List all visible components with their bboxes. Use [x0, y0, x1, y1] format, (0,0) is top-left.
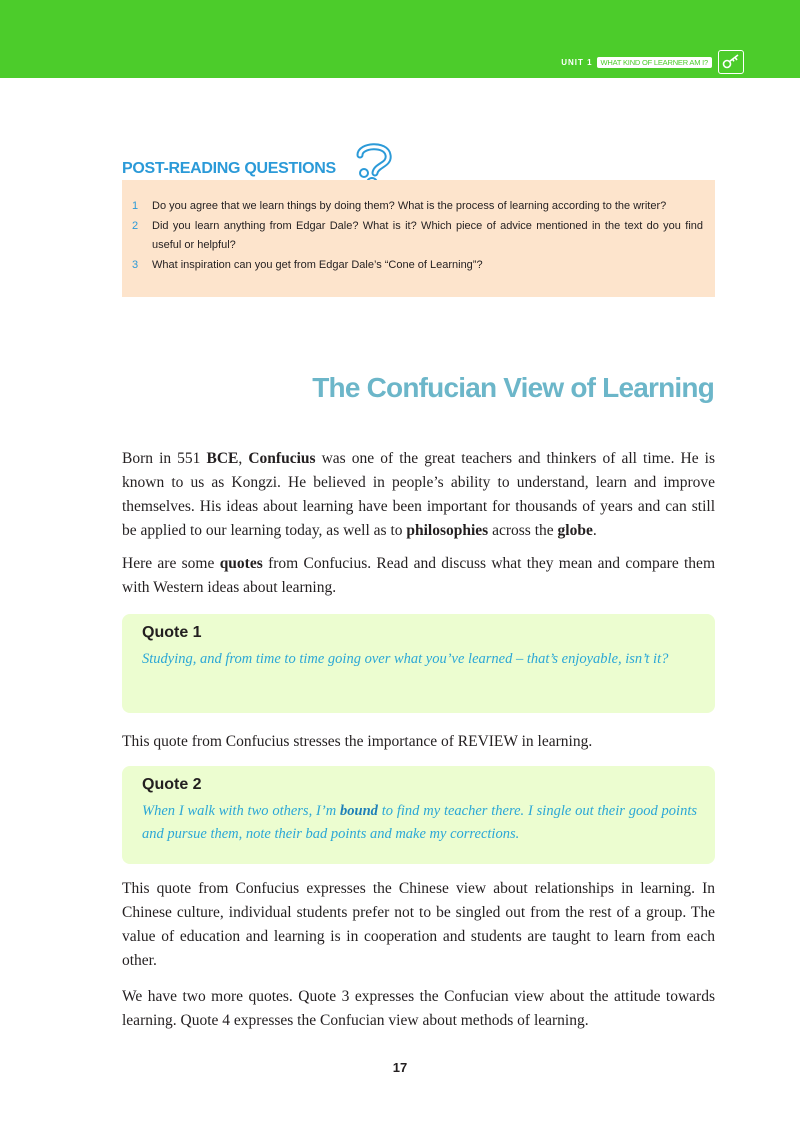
key-icon — [718, 50, 744, 74]
quote-title: Quote 2 — [142, 776, 202, 793]
quote-title: Quote 1 — [142, 624, 202, 641]
quote-text: Studying, and from time to time going over what you’ve learned – that’s enjoyable, isn’t it? — [142, 651, 669, 667]
post-reading-questions — [122, 180, 715, 297]
list-item: 2 Did you learn anything from Edgar Dale? What is it? Which piece of advice mentioned in the text do you find useful or helpful? — [132, 219, 703, 251]
quote-box-1 — [122, 614, 715, 713]
quote-box-2 — [122, 766, 715, 864]
list-item: 3 What inspiration can you get from Edgar Dale’s “Cone of Learning”? — [132, 258, 483, 271]
list-item: 1 Do you agree that we learn things by doing them? What is the process of learning according to the writer? — [132, 200, 667, 212]
unit-label: UNIT 1 — [561, 57, 593, 67]
quote-text: When I walk with two others, I’m bound to find my teacher there. I single out their good points and pursue them, note their bad points and make my corrections. — [142, 803, 697, 842]
paragraph-more-quotes: We have two more quotes. Quote 3 expresses the Confucian view about the attitude towards learning. Quote 4 expresses the Confucian view about methods of learning. — [122, 988, 715, 1029]
section-title: The Confucian View of Learning — [312, 372, 714, 403]
page-number: 17 — [392, 1060, 408, 1075]
unit-tag — [561, 54, 712, 70]
paragraph-intro: Born in 551 BCE, Confucius was one of the great teachers and thinkers of all time. He is known to us as Kongzi. He believed in people’s ability to understand, learn and improve themselves. His ideas about learning have been important for thousands of years and can still be applied to our learning today, as well as to philosophies across the globe. — [122, 450, 716, 539]
unit-title: WHAT KIND OF LEARNER AM I? — [597, 57, 712, 68]
paragraph-quote2-explanation: This quote from Confucius expresses the Chinese view about relationships in learning. In Chinese culture, individual students prefer not to be singled out from the rest of a group. The value of education and learning is in cooperation and students are taught to learn from each other. — [122, 880, 715, 969]
paragraph-quote1-explanation: This quote from Confucius stresses the importance of REVIEW in learning. — [122, 733, 593, 750]
post-reading-heading: POST-READING QUESTIONS — [122, 160, 336, 177]
paragraph-quotes-intro: Here are some quotes from Confucius. Read and discuss what they mean and compare them with Western ideas about learning. — [122, 555, 715, 596]
